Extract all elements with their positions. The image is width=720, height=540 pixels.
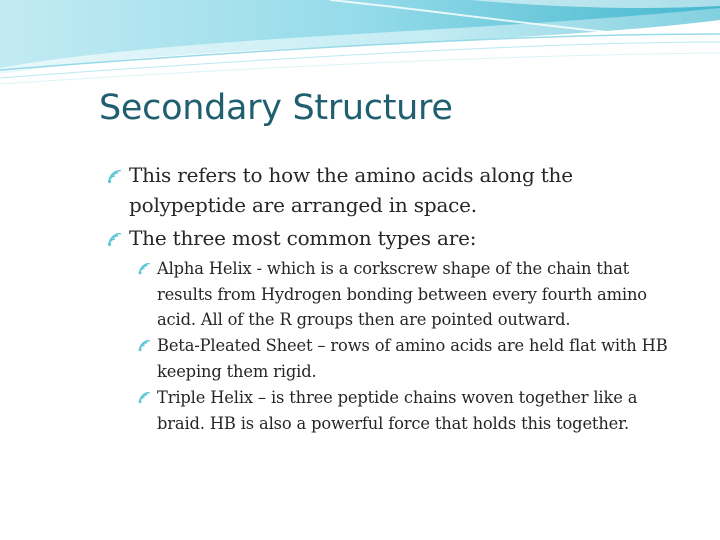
bullet-text: Triple Helix – is three peptide chains woven together like a braid. HB is also a powerful force that holds this together.: [157, 388, 638, 433]
bullet-level1: [129, 160, 689, 220]
wifi-signal-icon: [138, 263, 153, 275]
bullet-text: The three most common types are:: [129, 226, 477, 250]
wifi-signal-icon: [107, 170, 125, 184]
bullet-text: Beta-Pleated Sheet – rows of amino acids are held flat with HB keeping them rigid.: [157, 336, 668, 381]
bullet-text: Alpha Helix - which is a corkscrew shape of the chain that results from Hydrogen bonding between every fourth amino acid. All of the R groups then are pointed outward.: [157, 259, 647, 329]
header-wave-decoration: [0, 0, 720, 95]
wifi-signal-icon: [107, 233, 125, 247]
bullet-level2: [157, 385, 687, 436]
wifi-signal-icon: [138, 392, 153, 404]
bullet-level2: [157, 333, 687, 384]
bullet-level2: [157, 256, 687, 333]
wifi-signal-icon: [138, 340, 153, 352]
slide-title: Secondary Structure: [99, 88, 453, 128]
bullet-level1: [129, 223, 689, 253]
bullet-text: This refers to how the amino acids along the polypeptide are arranged in space.: [129, 163, 573, 217]
